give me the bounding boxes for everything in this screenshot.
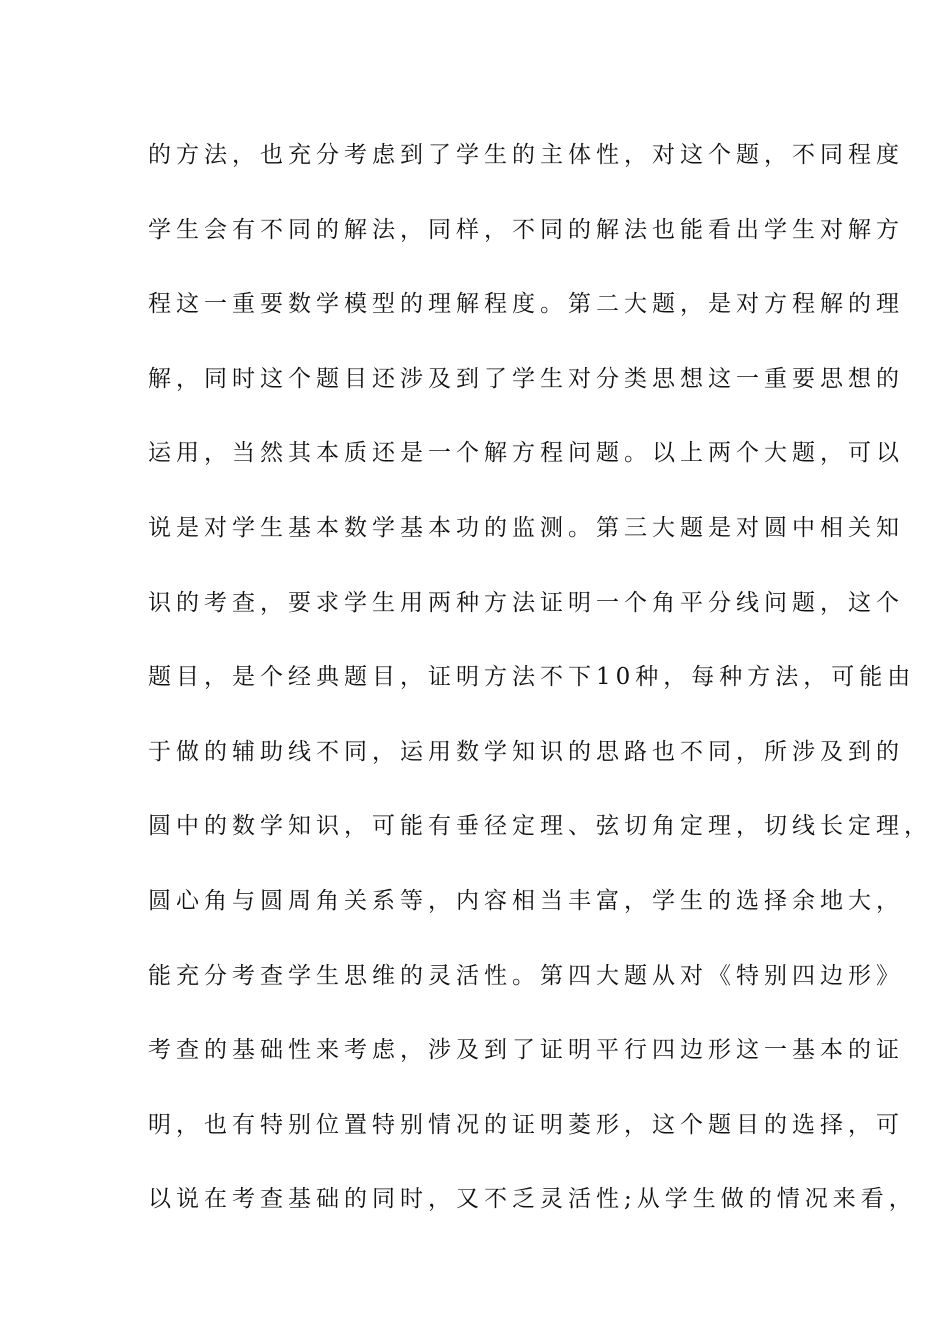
text-line: 能充分考查学生思维的灵活性。第四大题从对《特别四边形》 [148, 962, 904, 989]
text-line: 圆心角与圆周角关系等，内容相当丰富，学生的选择余地大， [148, 887, 904, 914]
text-line: 识的考查，要求学生用两种方法证明一个角平分线问题，这个 [148, 589, 904, 616]
text-line: 于做的辅助线不同，运用数学知识的思路也不同，所涉及到的 [148, 738, 904, 765]
text-line: 题目，是个经典题目，证明方法不下10种，每种方法，可能由 [148, 664, 916, 691]
text-line: 的方法，也充分考虑到了学生的主体性，对这个题，不同程度 [148, 142, 904, 168]
text-line: 明，也有特别位置特别情况的证明菱形，这个题目的选择，可 [148, 1111, 904, 1138]
text-line: 学生会有不同的解法，同样，不同的解法也能看出学生对解方 [148, 216, 904, 243]
text-line: 解，同时这个题目还涉及到了学生对分类思想这一重要思想的 [148, 365, 904, 392]
text-line: 圆中的数学知识，可能有垂径定理、弦切角定理，切线长定理， [148, 813, 932, 840]
text-line: 以说在考查基础的同时，又不乏灵活性;从学生做的情况来看， [148, 1186, 917, 1213]
body-text [148, 131, 932, 1250]
text-line: 考查的基础性来考虑，涉及到了证明平行四边形这一基本的证 [148, 1037, 904, 1064]
text-line: 程这一重要数学模型的理解程度。第二大题，是对方程解的理 [148, 291, 904, 318]
text-line: 说是对学生基本数学基本功的监测。第三大题是对圆中相关知 [148, 514, 904, 541]
text-line: 运用，当然其本质还是一个解方程问题。以上两个大题，可以 [148, 440, 904, 467]
